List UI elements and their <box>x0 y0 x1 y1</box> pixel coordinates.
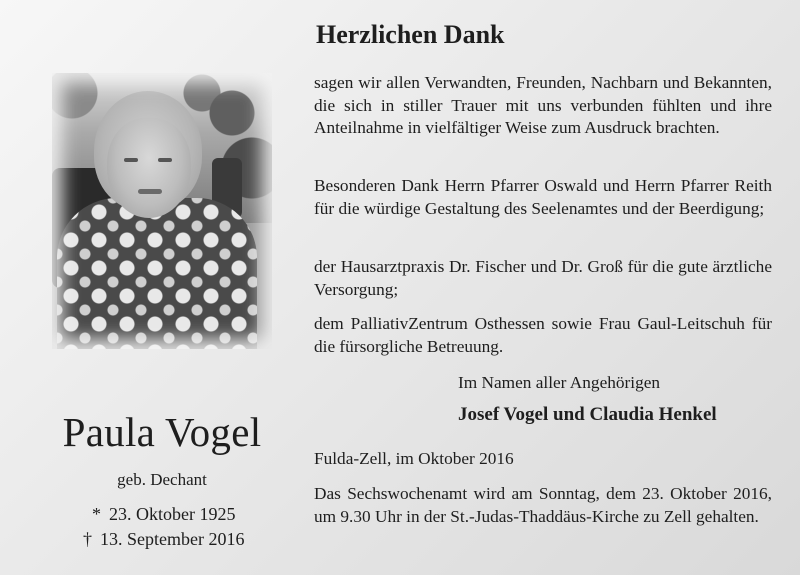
birth-line <box>40 502 284 527</box>
thanks-paragraph: Besonderen Dank Herrn Pfarrer Oswald und Herrn Pfarrer Reith für die würdige Gestaltung des Seelenamtes und der Beerdigung; <box>314 176 772 218</box>
service-note: Das Sechswochenamt wird am Sonntag, dem 23. Oktober 2016, um 9.30 Uhr in der St.-Judas-Thaddäus-Kirche zu Zell gehalten. <box>314 484 772 526</box>
on-behalf-line: Im Namen aller Angehörigen <box>458 373 661 392</box>
death-date: 13. September 2016 <box>100 529 245 549</box>
portrait-photo <box>52 73 272 349</box>
thanks-heading: Herzlichen Dank <box>316 20 505 49</box>
place-date: Fulda-Zell, im Oktober 2016 <box>314 449 514 468</box>
thanks-paragraph: der Hausarztpraxis Dr. Fischer und Dr. Groß für die gute ärztliche Versorgung; <box>314 257 772 299</box>
death-symbol: † <box>83 529 92 549</box>
thanks-paragraph: dem PalliativZentrum Osthessen sowie Frau Gaul-Leitschuh für die fürsorgliche Betreuung. <box>314 314 772 356</box>
birth-symbol: * <box>92 504 101 524</box>
signers: Josef Vogel und Claudia Henkel <box>458 404 717 425</box>
life-dates <box>40 502 284 552</box>
photo-vignette <box>52 73 272 349</box>
birth-name: geb. Dechant <box>117 470 207 489</box>
thanks-paragraph: sagen wir allen Verwandten, Freunden, Nachbarn und Bekannten, die sich in stiller Trauer mit uns verbunden fühlten und ihre Anteilnahme in vielfältiger Weise zum Ausdruck brachten. <box>314 73 772 138</box>
birth-date: 23. Oktober 1925 <box>109 504 236 524</box>
deceased-name: Paula Vogel <box>62 409 262 455</box>
death-line <box>40 527 284 552</box>
